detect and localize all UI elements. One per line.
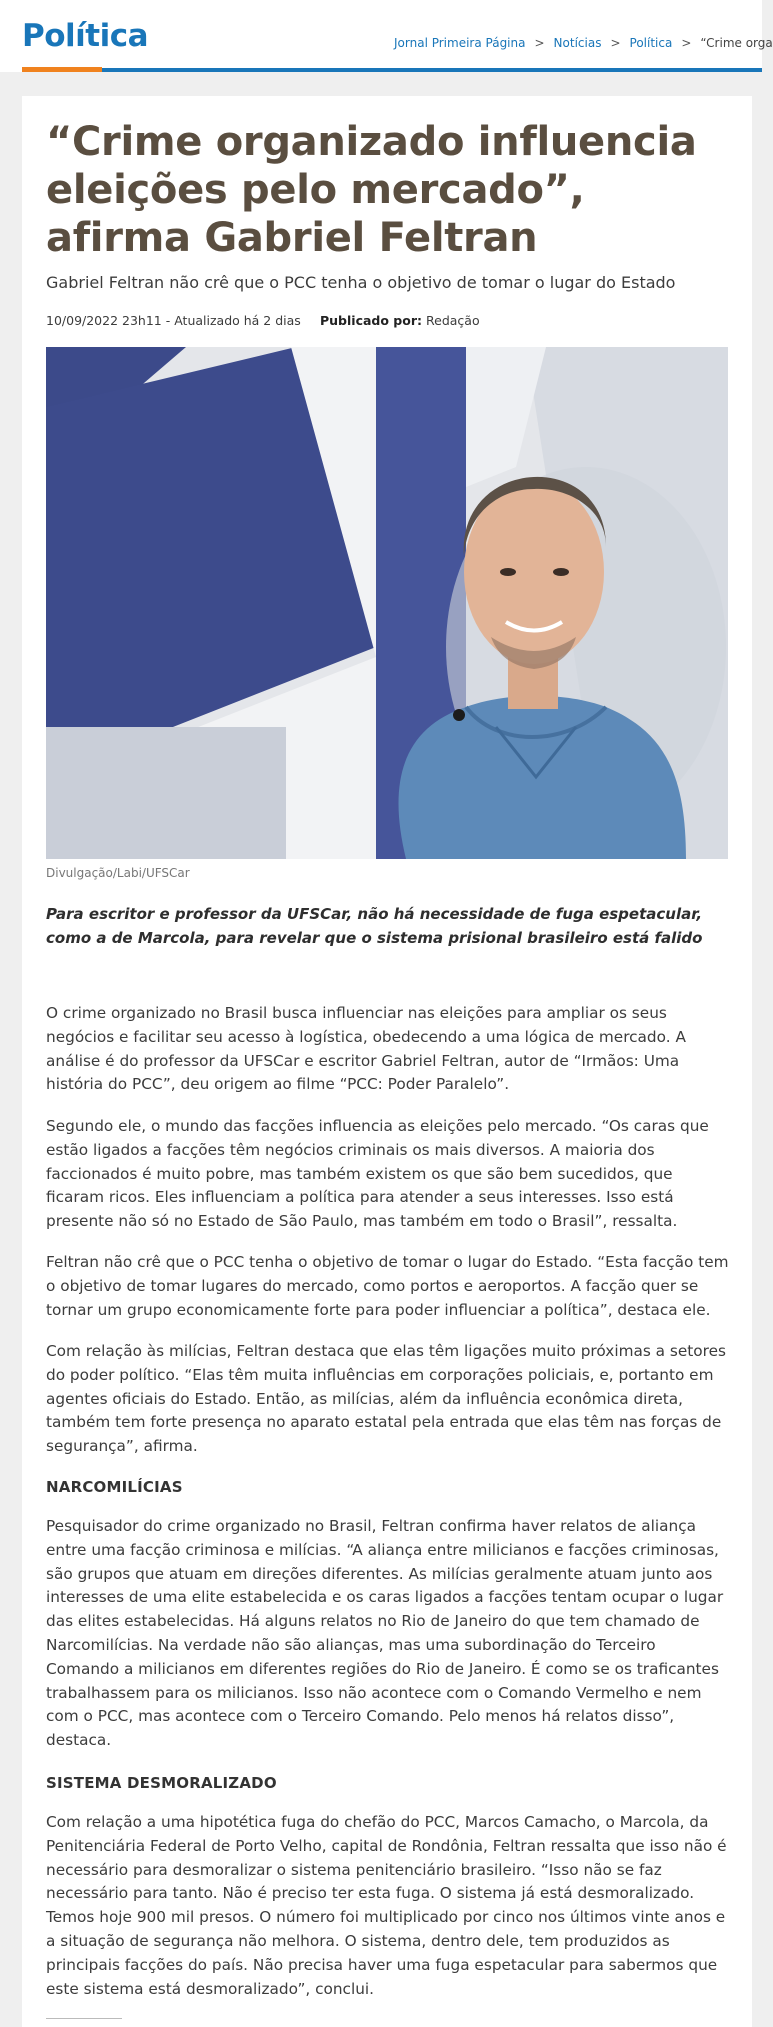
site-header [0, 0, 773, 72]
article-subtitle: Gabriel Feltran não crê que o PCC tenha o objetivo de tomar o lugar do Estado [46, 273, 676, 292]
article-author [320, 313, 480, 328]
article-headline: “Crime organizado influencia eleições pelo mercado”, afirma Gabriel Feltran [46, 119, 697, 261]
article-photo[interactable] [46, 347, 728, 859]
breadcrumb-separator-icon: > [681, 36, 692, 50]
breadcrumb-separator-icon: > [534, 36, 545, 50]
subhead-narcomilicias: NARCOMILÍCIAS [46, 1478, 183, 1496]
subhead-sistema-desmoralizado: SISTEMA DESMORALIZADO [46, 1774, 277, 1792]
paragraph: Com relação às milícias, Feltran destaca que elas têm ligações muito próximas a setores do poder político. “Elas têm muita influências em corporações policiais, e, portanto em agentes oficiais do Estado. Então, as milícias, além da influência econômica direta, também tem forte presença no aparato estatal pela entrada que elas têm nas forças de segurança”, afirma. [46, 1342, 726, 1456]
breadcrumb-separator-icon: > [610, 36, 621, 50]
section-underline-accent [22, 67, 102, 72]
article-lead: Para escritor e professor da UFSCar, não há necessidade de fuga espetacular, como a de Marcola, para revelar que o sistema prisional brasileiro está falido [46, 905, 703, 947]
breadcrumb-news-link[interactable]: Notícias [553, 36, 602, 50]
paragraph: Segundo ele, o mundo das facções influencia as eleições pelo mercado. “Os caras que estão ligados a facções têm negócios criminais os mais diversos. A maioria dos faccionados é muito pobre, mas também existem os que são bem sucedidos, que ficaram ricos. Eles influenciam a política para atender a seus interesses. Isso está presente não só no Estado de São Paulo, mas também em todo o Brasil”, ressalta. [46, 1117, 709, 1231]
section-title[interactable]: Política [22, 18, 149, 54]
published-by-label: Publicado por: [320, 313, 423, 328]
section-underline [102, 68, 762, 72]
photo-caption: Divulgação/Labi/UFSCar [46, 866, 190, 880]
portrait-illustration [46, 347, 728, 859]
breadcrumb-section-link[interactable]: Política [629, 36, 673, 50]
breadcrumb-home-link[interactable]: Jornal Primeira Página [394, 36, 526, 50]
breadcrumb-current: “Crime orga [700, 36, 773, 50]
paragraph: O crime organizado no Brasil busca influenciar nas eleições para ampliar os seus negócios e facilitar seu acesso à logística, obedecendo a uma lógica de mercado. A análise é do professor da UFSCar e escritor Gabriel Feltran, autor de “Irmãos: Uma história do PCC”, deu origem ao filme “PCC: Poder Paralelo”. [46, 1004, 686, 1094]
paragraph: Com relação a uma hipotética fuga do chefão do PCC, Marcos Camacho, o Marcola, da Penitenciária Federal de Porto Velho, capital de Rondônia, Feltran ressalta que isso não é necessário para desmoralizar o sistema penitenciário brasileiro. “Isso não se faz necessário para tanto. Não é preciso ter esta fuga. O sistema já está desmoralizado. Temos hoje 900 mil presos. O número foi multiplicado por cinco nos últimos vinte anos e a situação de segurança não melhora. O sistema, dentro dele, tem produzidos as principais facções do país. Não precisa haver uma fuga espetacular para sabermos que este sistema está desmoralizado”, conclui. [46, 1813, 727, 1998]
breadcrumb [394, 36, 773, 50]
published-by-name: Redação [426, 313, 480, 328]
paragraph: Pesquisador do crime organizado no Brasil, Feltran confirma haver relatos de aliança entre uma facção criminosa e milícias. “A aliança entre milicianos e facções criminosas, são grupos que atuam em direções diferentes. As milícias geralmente atuam junto aos interesses de uma elite estabelecida e os caras ligados a facções tentam ocupar o lugar das elites estabelecidas. Há alguns relatos no Rio de Janeiro do que tem chamado de Narcomilícias. Na verdade não são alianças, mas uma subordinação do Terceiro Comando a milicianos em diferentes regiões do Rio de Janeiro. É como se os traficantes trabalhassem para os milicianos. Isso não acontece com o Comando Vermelho e nem com o PCC, mas acontece com o Terceiro Comando. Pelo menos há relatos disso”, destaca. [46, 1517, 724, 1750]
article-date: 10/09/2022 23h11 - Atualizado há 2 dias [46, 313, 301, 328]
paragraph: Feltran não crê que o PCC tenha o objetivo de tomar o lugar do Estado. “Esta facção tem o objetivo de tomar lugares do mercado, como portos e aeroportos. A facção quer se tornar um grupo economicamente forte para poder influenciar a política”, destaca ele. [46, 1253, 729, 1319]
divider [46, 2018, 122, 2019]
